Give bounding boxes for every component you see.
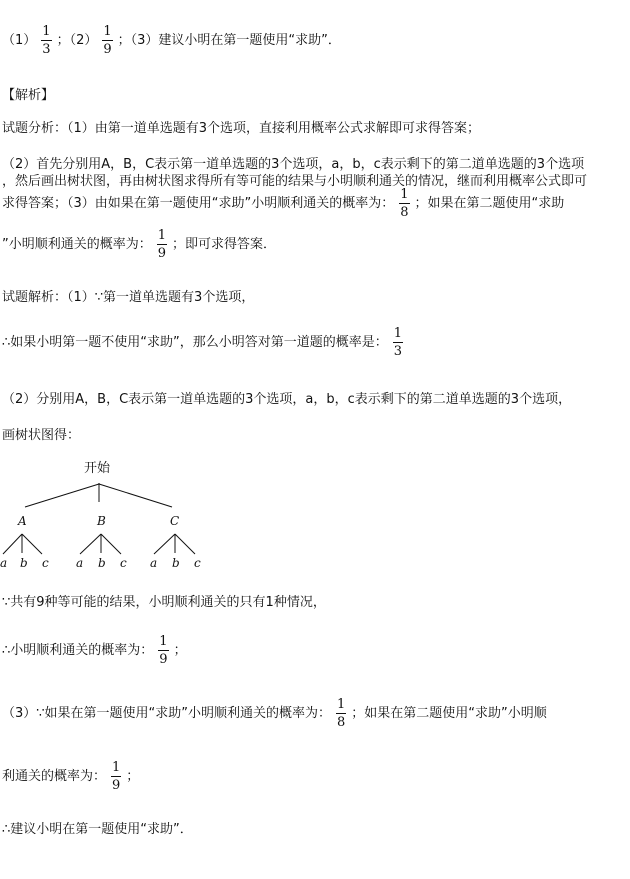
answer-line [2,24,341,57]
solution-line-8-text-a: 利通关的概率为： [2,769,107,784]
tree-leaf-a: a [150,556,158,570]
solution-line-6 [2,634,187,667]
answer-part1: （1） [2,33,37,48]
analysis-line-5-text-a: ”小明顺利通关的概率为： [2,237,152,252]
fraction-one-ninth: $\frac{1}{9}$ [103,24,112,57]
solution-line-6-text-b: ； [173,643,187,658]
analysis-line-4 [2,187,564,220]
answer-part3: ；（3）建议小明在第一题使用“求助”． [117,33,341,48]
analysis-line-2: （2）首先分别用A，B，C表示第一道单选题的3个选项，a，b，c表示剩下的第二道单选题的3个选项 [2,157,585,172]
tree-leaf-c: c [42,556,49,570]
solution-line-7-text-b: ；如果在第二题使用“求助”小明顺 [351,706,547,721]
solution-line-5: ∵共有9种等可能的结果，小明顺利通关的只有1种情况， [2,595,326,610]
fraction-one-eighth: $\frac{1}{8}$ [400,187,409,220]
solution-line-8 [2,760,139,793]
fraction-one-ninth: $\frac{1}{9}$ [157,228,167,261]
fraction-one-ninth: $\frac{1}{9}$ [159,634,168,667]
fraction-one-ninth: $\frac{1}{9}$ [112,760,121,793]
tree-leaf-b: b [172,556,180,570]
solution-line-7-text-a: （3）∵如果在第一题使用“求助”小明顺利通关的概率为： [2,706,332,721]
tree-leaf-a: a [76,556,84,570]
solution-line-8-text-b: ； [126,769,140,784]
fraction-one-third: $\frac{1}{3}$ [42,24,51,57]
analysis-line-4-text-b: ；如果在第二题使用“求助 [414,196,565,211]
analysis-line-5 [2,228,276,261]
tree-leaf-b: b [20,556,28,570]
tree-node-A: A [18,514,27,528]
analysis-line-5-text-b: ；即可求得答案． [172,237,277,252]
solution-line-9: ∴建议小明在第一题使用“求助”． [2,822,193,837]
tree-leaf-c: c [120,556,127,570]
solution-line-7 [2,697,547,730]
tree-root-label: 开始 [84,461,111,476]
answer-part2: ；（2） [56,33,98,48]
solution-line-2-text: ∴如果小明第一题不使用“求助”，那么小明答对第一道题的概率是： [2,335,388,350]
solution-line-6-text-a: ∴小明顺利通关的概率为： [2,643,154,658]
tree-leaf-b: b [98,556,106,570]
solution-line-1: 试题解析：（1）∵第一道单选题有3个选项， [2,290,255,305]
tree-leaf-a: a [0,556,8,570]
solution-line-3: （2）分别用A，B，C表示第一道单选题的3个选项，a，b，c表示剩下的第二道单选题的3个选项， [2,392,572,407]
tree-diagram [0,455,230,575]
jiexi-heading: 【解析】 [2,88,55,103]
fraction-one-third: $\frac{1}{3}$ [393,326,403,359]
tree-leaf-c: c [194,556,201,570]
analysis-line-3: ，然后画出树状图，再由树状图求得所有等可能的结果与小明顺利通关的情况，继而利用概率公式即可 [2,174,588,189]
analysis-line-1: 试题分析：（1）由第一道单选题有3个选项，直接利用概率公式求解即可求得答案； [2,121,481,136]
solution-line-4: 画树状图得： [2,428,81,443]
fraction-one-eighth: $\frac{1}{8}$ [337,697,346,730]
tree-node-C: C [170,514,180,528]
analysis-line-4-text-a: 求得答案；（3）由如果在第一题使用“求助”小明顺利通关的概率为： [2,196,395,211]
solution-line-2 [2,326,408,359]
tree-node-B: B [97,514,106,528]
